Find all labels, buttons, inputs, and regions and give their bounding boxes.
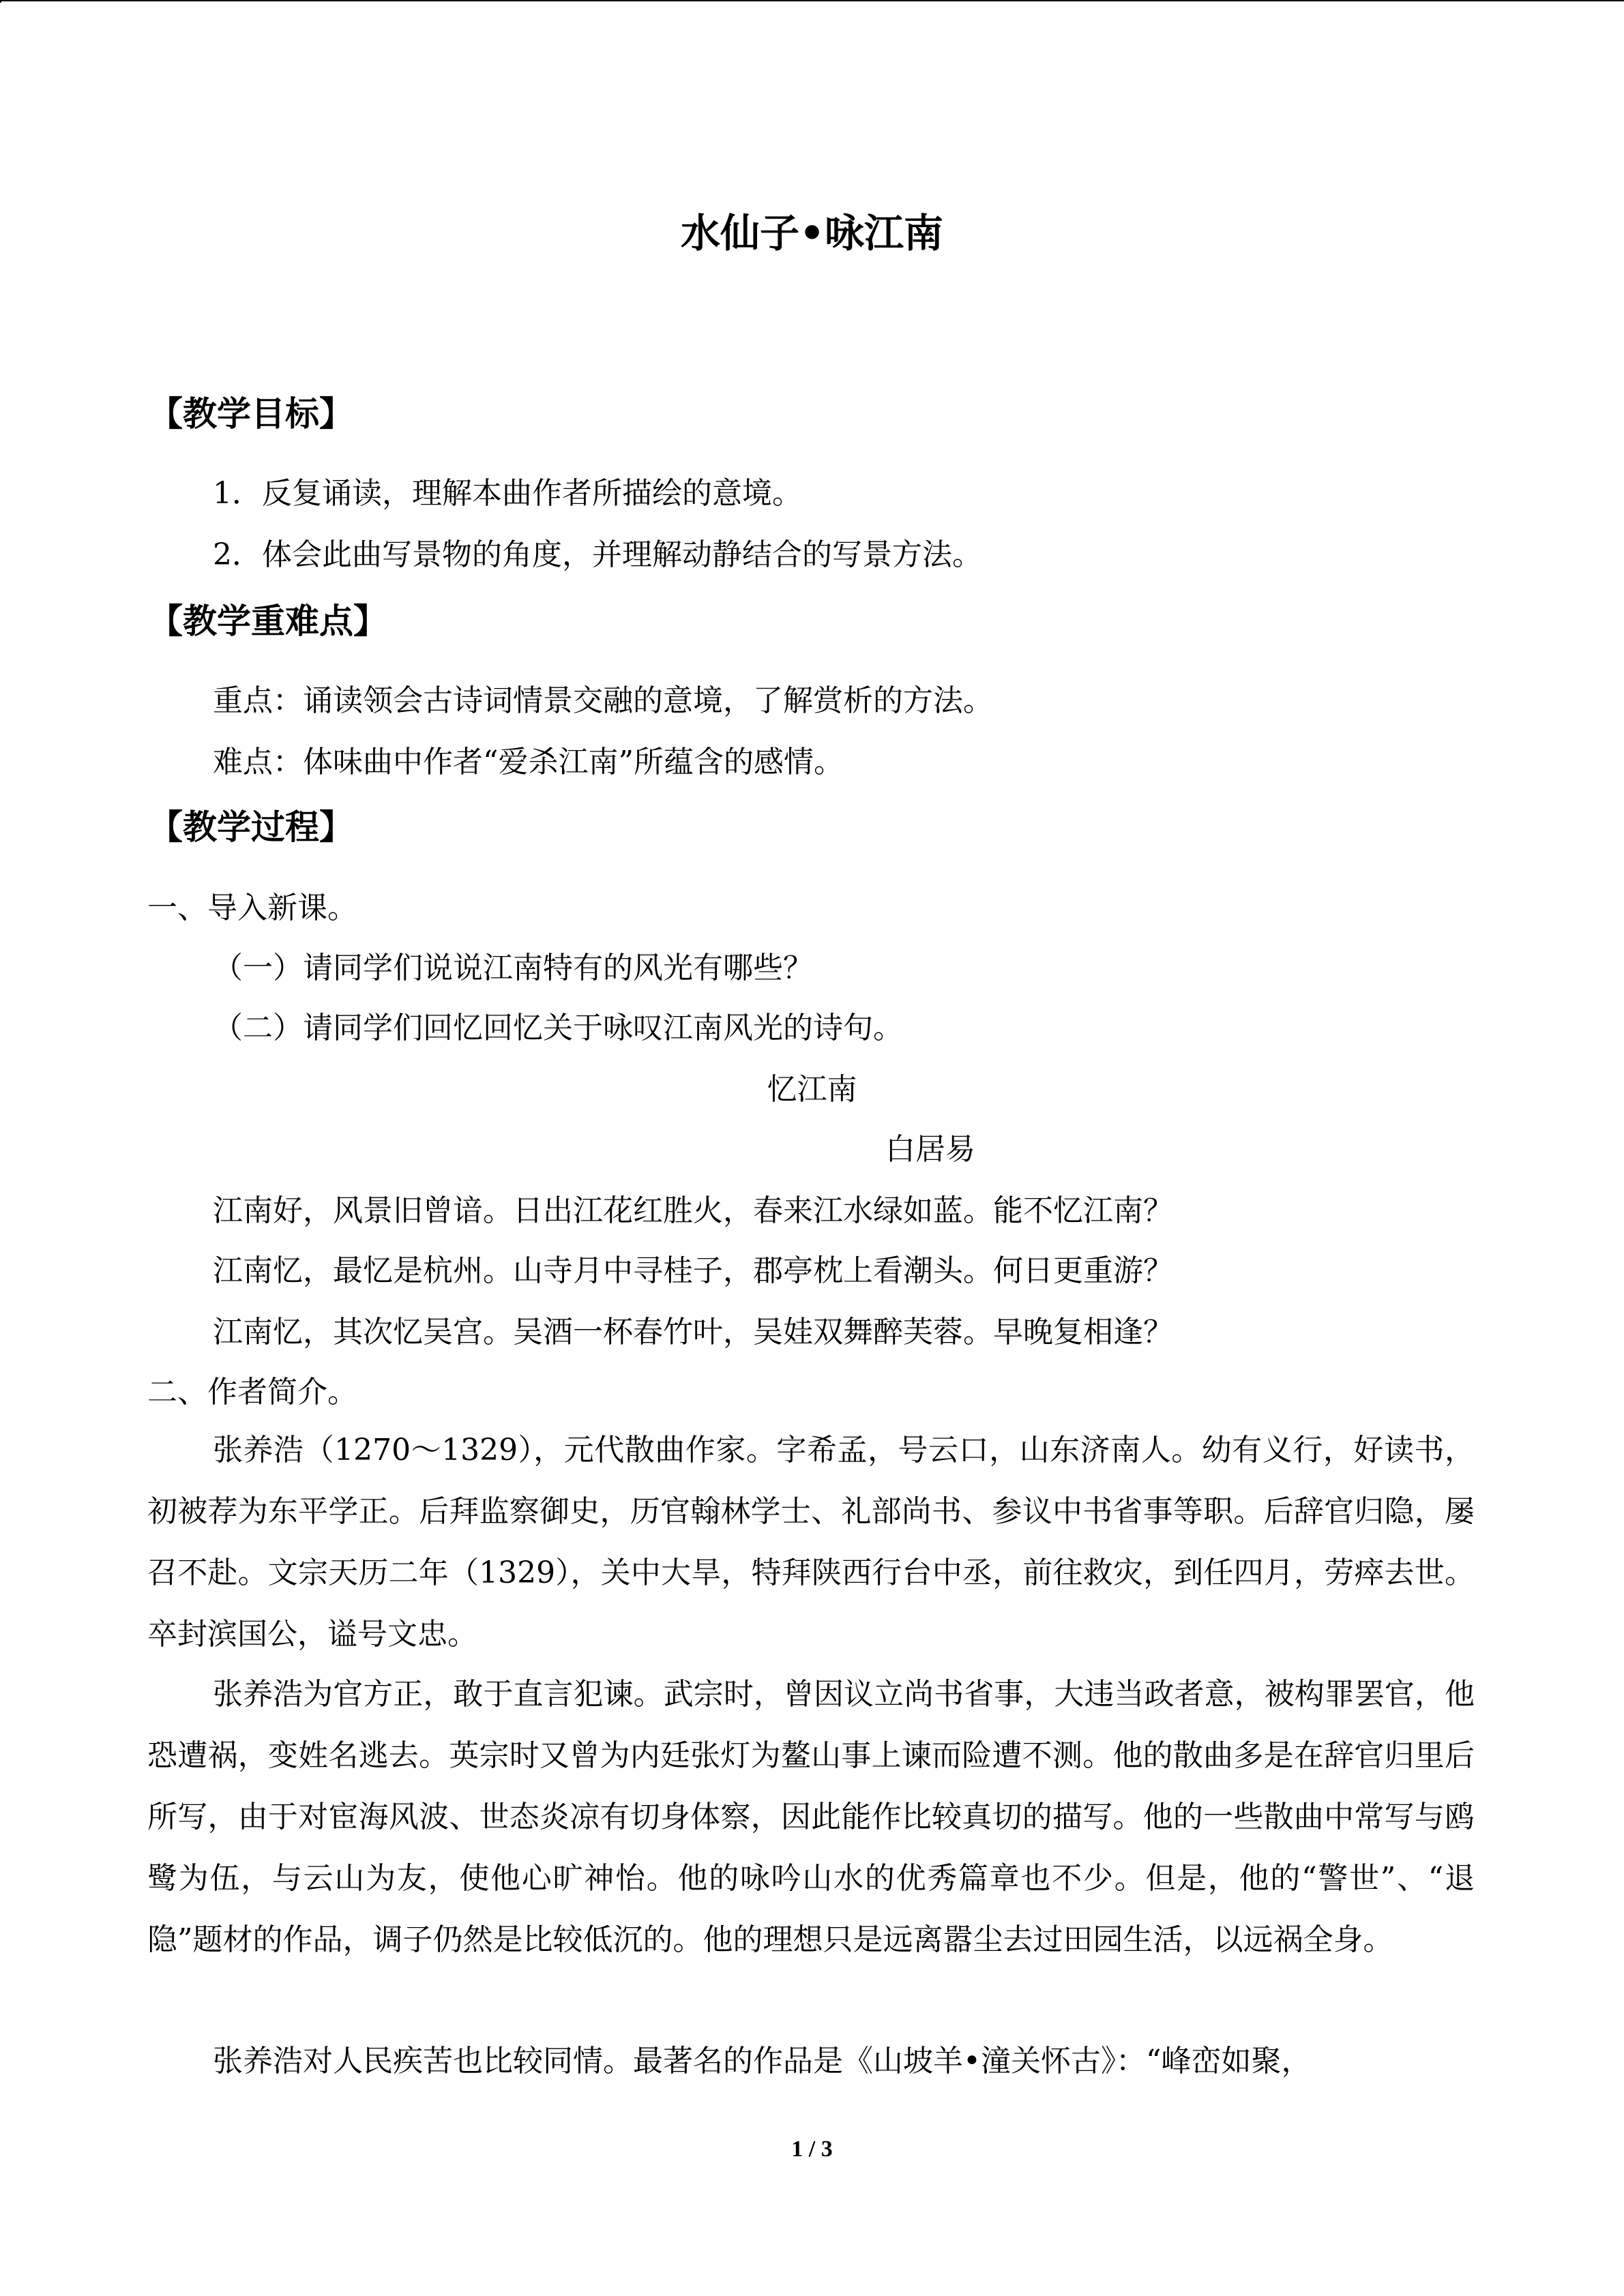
key-point-item: 重点：诵读领会古诗词情景交融的意境，了解赏析的方法。 xyxy=(213,683,993,718)
part2-title: 二、作者简介。 xyxy=(147,1375,357,1410)
poem-line-2: 江南忆，最忆是杭州。山寺月中寻桂子，郡亭枕上看潮头。何日更重游？ xyxy=(213,1253,1173,1288)
page-number: 1 / 3 xyxy=(791,2136,833,2162)
part1-title: 一、导入新课。 xyxy=(147,891,357,925)
difficulty-item: 难点：体味曲中作者“爱杀江南”所蕴含的感情。 xyxy=(213,745,844,779)
question-2: （二）请同学们回忆回忆关于咏叹江南风光的诗句。 xyxy=(213,1011,903,1045)
author-paragraph-1: 张养浩（1270～1329），元代散曲作家。字希孟，号云口，山东济南人。幼有义行，好读书，初被荐为东平学正。后拜监察御史，历官翰林学士、礼部尚书、参议中书省事等职。后辞官归隐，屡召不赴。文宗天历二年（1329），关中大旱，特拜陕西行台中丞，前往救灾，到任四月，劳瘁去世。卒封滨国公，谥号文忠。 xyxy=(147,1433,1475,1652)
objective-item-2: 2．体会此曲写景物的角度，并理解动静结合的写景方法。 xyxy=(213,537,982,572)
document-title: 水仙子•咏江南 xyxy=(680,210,944,256)
heading-objectives: 【教学目标】 xyxy=(149,394,353,434)
heading-key-points: 【教学重难点】 xyxy=(149,601,387,641)
poem-line-1: 江南好，风景旧曾谙。日出江花红胜火，春来江水绿如蓝。能不忆江南？ xyxy=(213,1193,1173,1228)
heading-process: 【教学过程】 xyxy=(149,807,353,847)
author-paragraph-3: 张养浩对人民疾苦也比较同情。最著名的作品是《山坡羊•潼关怀古》：“峰峦如聚， xyxy=(213,2044,1312,2078)
poem-line-3: 江南忆，其次忆吴宫。吴酒一杯春竹叶，吴娃双舞醉芙蓉。早晚复相逢？ xyxy=(213,1315,1173,1350)
author-paragraph-2: 张养浩为官方正，敢于直言犯谏。武宗时，曾因议立尚书省事，大违当政者意，被构罪罢官，他恐遭祸，变姓名逃去。英宗时又曾为内廷张灯为鳌山事上谏而险遭不测。他的散曲多是在辞官归里后所写，由于对宦海风波、世态炎凉有切身体察，因此能作比较真切的描写。他的一些散曲中常写与鸥鹭为伍，与云山为友，使他心旷神怡。他的咏吟山水的优秀篇章也不少。但是，他的“警世”、“退隐”题材的作品，调子仍然是比较低沉的。他的理想只是远离嚣尘去过田园生活，以远祸全身。 xyxy=(147,1677,1475,1957)
page-top-border xyxy=(0,0,1624,3)
question-1: （一）请同学们说说江南特有的风光有哪些？ xyxy=(213,951,813,985)
poem-author: 白居易 xyxy=(885,1132,975,1167)
poem-title: 忆江南 xyxy=(767,1072,857,1107)
objective-item-1: 1．反复诵读，理解本曲作者所描绘的意境。 xyxy=(213,476,802,511)
